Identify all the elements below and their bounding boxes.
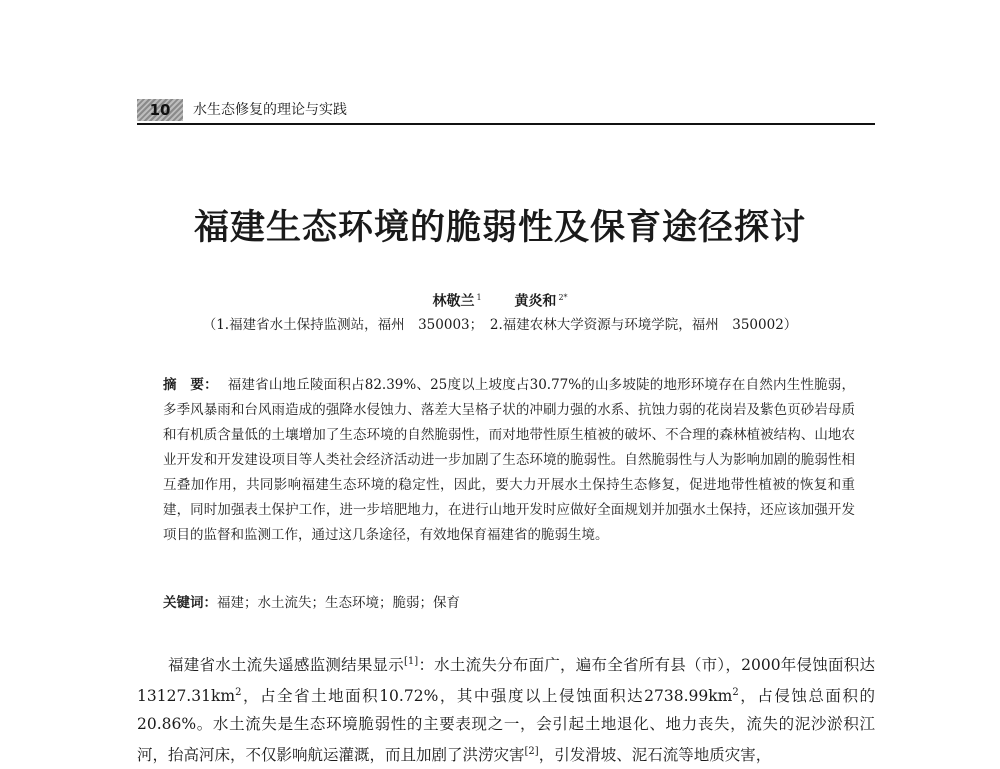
body-text: ，占侵蚀总面积的20.86%。水土流失是生态环境脆弱性的主要表现之一，会引起土地退化、地力丧失，流失的泥沙淤积江河，抬高河床，不仅影响航运灌溉，而且加剧了洪涝灾害 [137, 687, 875, 765]
author-list [0, 288, 1000, 312]
running-header [137, 97, 875, 125]
article-title: 福建生态环境的脆弱性及保育途径探讨 [193, 208, 806, 248]
abstract-text: 福建省山地丘陵面积占82.39%、25度以上坡度占30.77%的山多坡陡的地形环境存在自然内生性脆弱，多季风暴雨和台风雨造成的强降水侵蚀力、落差大呈格子状的冲刷力强的水系、抗蚀力弱的花岗岩及紫色页砂岩母质和有机质含量低的土壤增加了生态环境的自然脆弱性，而对地带性原生植被的破坏、不合理的森林植被结构、山地农业开发和开发建设项目等人类社会经济活动进一步加剧了生态环境的脆弱性。自然脆弱性与人为影响加剧的脆弱性相互叠加作用，共同影响福建生态环境的稳定性，因此，要大力开展水土保持生态修复，促进地带性植被的恢复和重建，同时加强表土保护工作，进一步培肥地力，在进行山地开发时应做好全面规划并加强水土保持，还应该加强开发项目的监督和监测工作，通过这几条途径，有效地保育福建省的脆弱生境。 [163, 377, 855, 543]
affiliation: （1.福建省水土保持监测站，福州 350003； 2.福建农林大学资源与环境学院，福州 350002） [202, 317, 798, 333]
page-number: 10 [137, 99, 183, 121]
superscript: 2 [732, 687, 739, 699]
author-name: 林敬兰 [432, 293, 475, 310]
header-rule [137, 123, 875, 125]
author-name: 黄炎和 [514, 293, 557, 310]
body-text: ，占全省土地面积10.72%，其中强度以上侵蚀面积达2738.99km [241, 687, 733, 706]
running-title: 水生态修复的理论与实践 [193, 102, 347, 118]
abstract [163, 373, 855, 548]
body-text: 福建省水土流失遥感监测结果显示 [168, 656, 405, 675]
author-2 [514, 288, 567, 312]
author-1 [432, 288, 481, 312]
superscript: 2 [235, 687, 242, 699]
keywords-text: 福建；水土流失；生态环境；脆弱；保育 [217, 595, 460, 611]
keywords [163, 592, 855, 614]
body-text: ，引发滑坡、泥石流等地质灾害， [538, 746, 772, 765]
body-paragraph [137, 648, 875, 769]
citation-ref: [1] [404, 656, 419, 667]
abstract-label: 摘 要： [163, 377, 218, 393]
author-mark: 2* [558, 293, 568, 302]
author-mark: 1 [476, 293, 482, 302]
citation-ref: [2] [524, 746, 539, 758]
keywords-label: 关键词： [163, 595, 217, 611]
body-text: ：水土流失分布面广，遍布全省所有县（市），2000年侵蚀面积达13127.31km [137, 656, 875, 706]
